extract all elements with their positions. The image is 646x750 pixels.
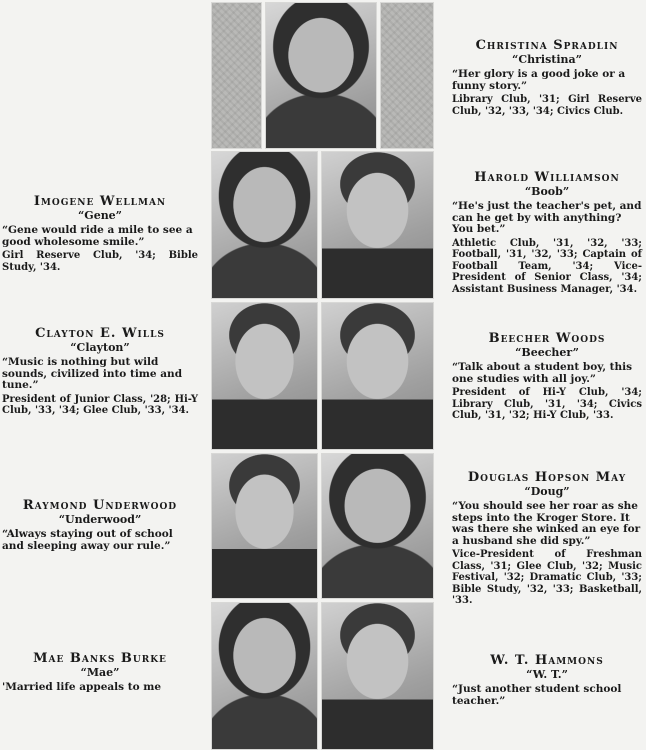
- bio-christina-spradlin: [452, 38, 642, 117]
- bio-harold-williamson: [452, 170, 642, 295]
- portrait-clayton-wills: [211, 302, 318, 450]
- student-nickname: “Christina”: [512, 53, 582, 66]
- bio-clayton-wills: [2, 326, 198, 417]
- bio-imogene-wellman: [2, 194, 198, 273]
- student-nickname: “Boob”: [524, 185, 570, 198]
- student-quote: “Always staying out of school and sleeping away our rule.”: [2, 528, 173, 552]
- portrait-beecher-woods: [321, 302, 434, 450]
- student-nickname: “Mae”: [80, 666, 120, 679]
- bio-raymond-underwood: [2, 498, 198, 554]
- portrait-w-t-hammons: [321, 602, 434, 750]
- student-name: W. T. Hammons: [490, 653, 604, 668]
- student-quote: 'Married life appeals to me: [2, 681, 162, 693]
- student-name: Beecher Woods: [488, 331, 606, 346]
- student-nickname: “Underwood”: [58, 513, 142, 526]
- student-name: Imogene Wellman: [33, 194, 167, 209]
- student-quote: “Her glory is a good joke or a funny story.”: [452, 68, 626, 92]
- portrait-harold-williamson: [321, 151, 434, 299]
- bio-douglas-hopson-may: [452, 470, 642, 607]
- portrait-christina-spradlin: [265, 2, 377, 149]
- student-quote: “Just another student school teacher.”: [452, 683, 622, 707]
- bio-mae-banks-burke: [2, 651, 198, 696]
- portrait-raymond-underwood: [211, 453, 318, 599]
- student-activities: Library Club, '31; Girl Reserve Club, '32, '33, '34; Civics Club.: [452, 94, 642, 117]
- student-name: Douglas Hopson May: [467, 470, 627, 485]
- student-quote: “Gene would ride a mile to see a good wholesome smile.”: [2, 224, 193, 248]
- student-activities: Athletic Club, '31, '32, '33; Football, '31, '32, '33; Captain of Football Team, '34; Vice-President of Senior Class, '34; Assistant Business Manager, '34.: [452, 237, 642, 295]
- portrait-mae-banks-burke: [211, 602, 318, 750]
- student-nickname: “Beecher”: [515, 346, 579, 359]
- portrait-imogene-wellman: [211, 151, 318, 299]
- bio-beecher-woods: [452, 331, 642, 422]
- student-name: Clayton E. Wills: [35, 326, 165, 341]
- student-activities: President of Junior Class, '28; Hi-Y Club, '33, '34; Glee Club, '33, '34.: [2, 393, 198, 416]
- student-quote: “Music is nothing but wild sounds, civilized into time and tune.”: [2, 356, 183, 391]
- student-name: Harold Williamson: [474, 170, 620, 185]
- student-activities: Girl Reserve Club, '34; Bible Study, '34.: [2, 250, 198, 273]
- portrait-douglas-hopson-may: [321, 453, 434, 599]
- student-nickname: “Clayton”: [70, 341, 130, 354]
- student-quote: “He's just the teacher's pet, and can he get by with anything? You bet.”: [452, 200, 642, 235]
- decorative-panel-left: [211, 2, 262, 149]
- student-name: Christina Spradlin: [475, 38, 619, 53]
- student-quote: “You should see her roar as she steps into the Kroger Store. It was there she winked an eye for a husband she did spy.”: [452, 500, 641, 547]
- student-nickname: “Gene”: [77, 209, 123, 222]
- student-activities: Vice-President of Freshman Class, '31; Glee Club, '32; Music Festival, '32; Dramatic Club, '33; Bible Study, '32, '33; Basketball, '33.: [452, 549, 642, 606]
- student-activities: President of Hi-Y Club, '34; Library Club, '31, '34; Civics Club, '31, '32; Hi-Y Club, '33.: [452, 387, 642, 421]
- student-name: Mae Banks Burke: [33, 651, 167, 666]
- bio-w-t-hammons: [452, 653, 642, 709]
- student-name: Raymond Underwood: [22, 498, 178, 513]
- student-quote: “Talk about a student boy, this one studies with all joy.”: [452, 361, 633, 385]
- student-nickname: “Doug”: [524, 485, 570, 498]
- decorative-panel-right: [380, 2, 434, 149]
- student-nickname: “W. T.”: [526, 668, 568, 681]
